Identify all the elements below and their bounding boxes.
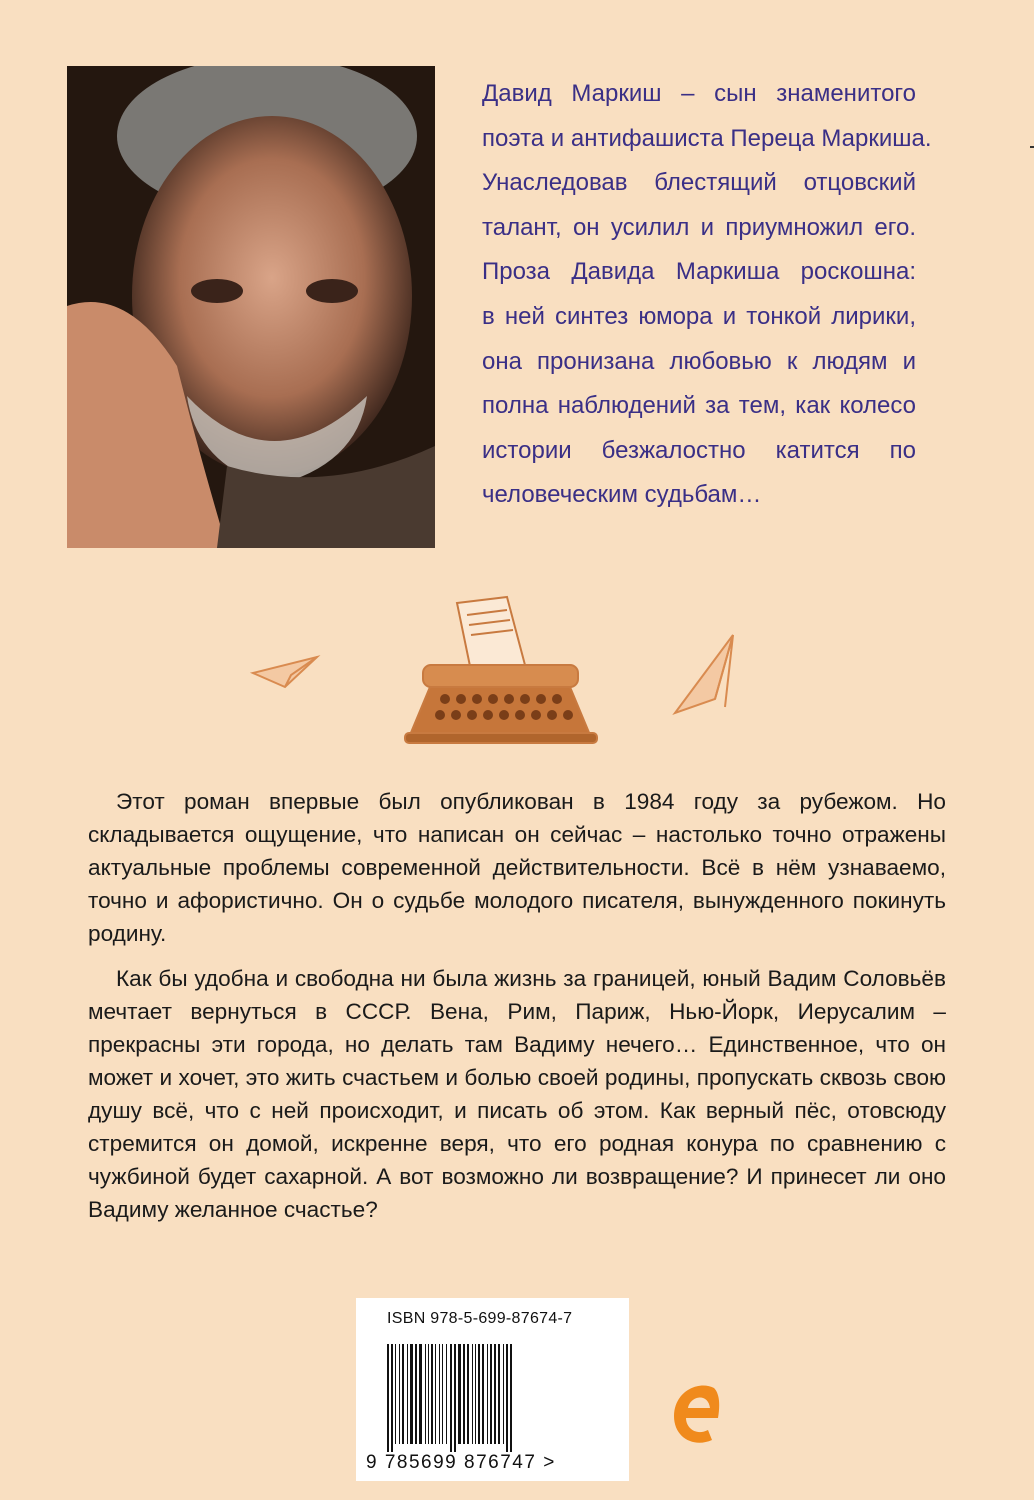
barcode-bar xyxy=(425,1344,426,1444)
typewriter-illustration xyxy=(245,595,805,760)
bio-line: человеческим судьбам… xyxy=(482,481,762,509)
bio-line: в ней синтез юмора и тонкой лирики, xyxy=(482,302,916,330)
barcode-bar xyxy=(454,1344,456,1452)
barcode-bar xyxy=(431,1344,433,1444)
barcode-bar xyxy=(463,1344,465,1444)
bio-line: талант, он усилил и приумножил его. xyxy=(482,213,916,241)
barcode-bar xyxy=(387,1344,389,1452)
barcode-bar xyxy=(510,1344,512,1452)
barcode-bar xyxy=(478,1344,480,1444)
book-description xyxy=(88,785,946,1238)
bio-line: полна наблюдений за тем, как колесо xyxy=(482,392,916,420)
barcode-bar xyxy=(487,1344,488,1444)
barcode-bars xyxy=(387,1344,599,1452)
barcode-bar xyxy=(498,1344,500,1444)
barcode-bar xyxy=(415,1344,417,1444)
barcode-bar xyxy=(458,1344,461,1444)
description-paragraph-2: Как бы удобна и свободна ни была жизнь за границей, юный Вадим Соловьёв мечтает вернуться в СССР. Вена, Рим, Париж, Нью-Йорк, Иерусалим – прекрасны эти города, но делать там Вадиму нечего… Единственное, что он может и хочет, это жить счастьем и болью своей родины, пропускать сквозь свою душу всё, что с ней происходит, и писать об этом. Как верный пёс, отовсюду стремится он домой, искренне веря, что его родная конура по сравнению с чужбиной будет сахарной. А вот возможно ли возвращение? И принесет ли оно Вадиму желанное счастье? xyxy=(88,966,946,1222)
barcode-bar xyxy=(428,1344,429,1444)
barcode-bar xyxy=(450,1344,452,1452)
barcode-bar xyxy=(402,1344,404,1444)
bio-line: истории безжалостно катится по xyxy=(482,436,916,464)
bio-line: Проза Давида Маркиша роскошна: xyxy=(482,258,916,286)
barcode-bar xyxy=(472,1344,473,1444)
paper-plane-left-icon xyxy=(253,657,317,687)
barcode-bar xyxy=(395,1344,396,1444)
typewriter-icon xyxy=(405,597,597,743)
barcode-bar xyxy=(391,1344,393,1452)
barcode-bar xyxy=(439,1344,440,1444)
bio-line: она пронизана любовью к людям и xyxy=(482,347,916,375)
author-bio xyxy=(482,72,932,518)
barcode-bar xyxy=(506,1344,508,1452)
isbn-number: ISBN 978-5-699-87674-7 xyxy=(387,1310,573,1327)
barcode-bar xyxy=(467,1344,469,1444)
barcode-bar xyxy=(475,1344,476,1444)
barcode-bar xyxy=(435,1344,436,1444)
barcode-bar xyxy=(419,1344,422,1444)
publisher-logo xyxy=(668,1378,728,1450)
bio-line: поэта и антифашиста Переца Маркиша. xyxy=(482,124,932,152)
barcode-bar xyxy=(494,1344,496,1444)
barcode-bar xyxy=(442,1344,443,1444)
barcode-bar xyxy=(407,1344,408,1444)
bio-line: Унаследовав блестящий отцовский xyxy=(482,169,916,197)
barcode-bar xyxy=(490,1344,492,1444)
barcode-bar xyxy=(446,1344,447,1444)
barcode-bar xyxy=(399,1344,400,1444)
paper-plane-right-icon xyxy=(675,635,733,713)
isbn-barcode xyxy=(356,1298,629,1481)
barcode-bar xyxy=(503,1344,504,1444)
barcode-digits: 9 785699 876747 > xyxy=(366,1452,556,1473)
barcode-bar xyxy=(482,1344,484,1444)
description-paragraph-1: Этот роман впервые был опубликован в 1984 году за рубежом. Но складывается ощущение, что написан он сейчас – настолько точно отражены актуальные проблемы современной действительности. Всё в нём узнаваемо, точно и афористично. Он о судьбе молодого писателя, вынужденного покинуть родину. xyxy=(88,789,946,946)
edge-mark xyxy=(1030,146,1034,148)
bio-line: Давид Маркиш – сын знаменитого xyxy=(482,80,916,107)
barcode-bar xyxy=(410,1344,413,1444)
author-photo xyxy=(67,66,435,548)
